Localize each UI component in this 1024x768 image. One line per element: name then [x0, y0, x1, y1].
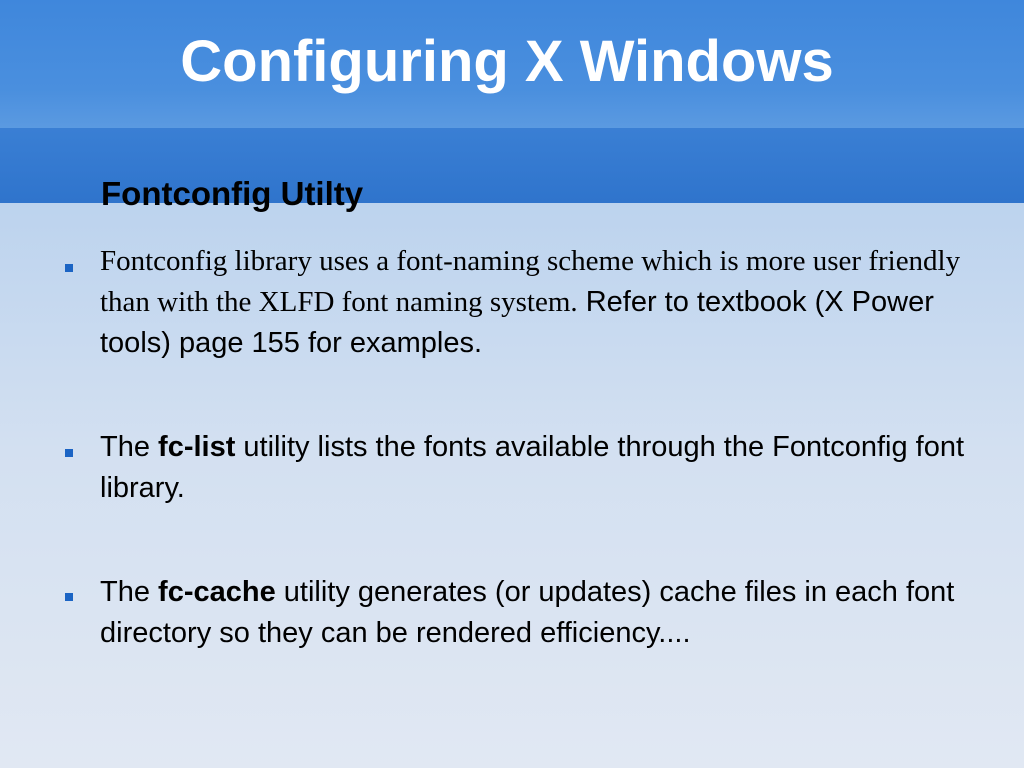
bullet-text-pre: The: [100, 431, 159, 463]
bullet-marker-icon: [65, 264, 73, 272]
bullet-text-post: utility lists the fonts available through the Fontconfig font library.: [100, 431, 965, 504]
slide-subtitle: Fontconfig Utilty: [101, 175, 364, 212]
bullet-text-sans: Refer to textbook (X Power tools) page 155 for examples.: [100, 286, 934, 359]
bullet-item-fontconfig-library: [100, 241, 980, 364]
bullet-item-fc-list: [100, 427, 980, 509]
slide-title: Configuring X Windows: [180, 29, 834, 94]
bullet-text-post: utility generates (or updates) cache files in each font directory so they can be rendered efficiency....: [100, 576, 955, 649]
bullet-item-fc-cache: [100, 572, 980, 654]
bullet-command-fc-cache: fc-cache: [158, 576, 276, 608]
bullet-text-pre: The: [100, 576, 159, 608]
bullet-marker-icon: [65, 593, 73, 601]
bullet-marker-icon: [65, 449, 73, 457]
bullet-command-fc-list: fc-list: [158, 431, 236, 463]
bullet-text-serif: Fontconfig library uses a font-naming scheme which is more user friendly than with the XLFD font naming system.: [100, 245, 961, 318]
